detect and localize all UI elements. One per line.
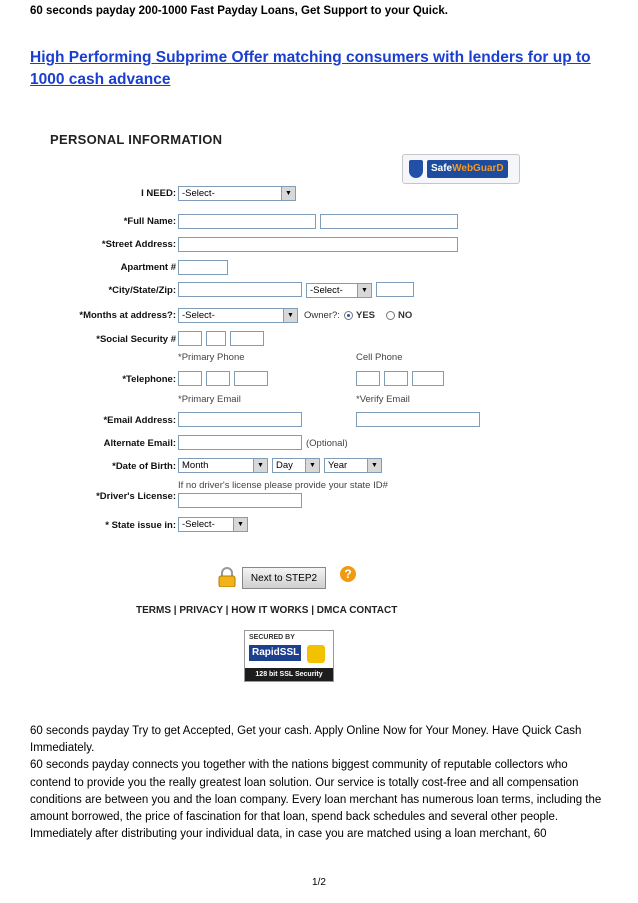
verify-email-note: *Verify Email — [356, 394, 410, 405]
dob-label: *Date of Birth: — [112, 461, 176, 472]
chevron-down-icon: ▼ — [305, 459, 319, 472]
zip-input[interactable] — [376, 282, 414, 297]
months-select[interactable]: -Select- ▼ — [178, 308, 298, 323]
state-select[interactable]: -Select- ▼ — [306, 283, 372, 298]
footer-links[interactable]: TERMS | PRIVACY | HOW IT WORKS | DMCA CONTACT — [136, 605, 398, 616]
page-title: 60 seconds payday 200-1000 Fast Payday Loans, Get Support to your Quick. — [30, 5, 448, 17]
chevron-down-icon: ▼ — [281, 187, 295, 200]
phone-area-input[interactable] — [178, 371, 202, 386]
form-title: PERSONAL INFORMATION — [50, 132, 223, 147]
owner-yes-radio[interactable] — [344, 311, 353, 320]
ssn-part3-input[interactable] — [230, 331, 264, 346]
lock-icon — [218, 567, 236, 587]
license-label: *Driver's License: — [96, 491, 176, 502]
months-label: *Months at address?: — [79, 310, 176, 321]
alt-email-input[interactable] — [178, 435, 302, 450]
shield-icon — [409, 160, 423, 178]
need-label: I NEED: — [141, 188, 176, 199]
personal-info-form — [30, 118, 580, 693]
first-name-input[interactable] — [178, 214, 316, 229]
ssn-label: *Social Security # — [96, 334, 176, 345]
full-name-label: *Full Name: — [123, 216, 176, 227]
page-number: 1/2 — [312, 877, 326, 888]
chevron-down-icon: ▼ — [357, 284, 371, 297]
chevron-down-icon: ▼ — [367, 459, 381, 472]
primary-phone-note: *Primary Phone — [178, 352, 245, 363]
email-input[interactable] — [178, 412, 302, 427]
owner-no-label: NO — [398, 310, 413, 321]
apartment-input[interactable] — [178, 260, 228, 275]
city-input[interactable] — [178, 282, 302, 297]
need-select[interactable]: -Select- ▼ — [178, 186, 296, 201]
phone-line-input[interactable] — [234, 371, 268, 386]
phone-prefix-input[interactable] — [206, 371, 230, 386]
state-issue-select[interactable]: -Select- ▼ — [178, 517, 248, 532]
verify-email-input[interactable] — [356, 412, 480, 427]
next-step-button[interactable]: Next to STEP2 — [242, 567, 326, 589]
body-paragraph: 60 seconds payday Try to get Accepted, Get your cash. Apply Online Now for Your Money. Have Quick Cash Immediately. — [30, 725, 582, 755]
body-paragraph: 60 seconds payday connects you together with the nations biggest community of reputable collectors who contend to provide you the really greatest loan solution. Our service is totally cost-free and all compensation conditions are between you and the loan company. Every loan merchant has numerous loan terms, including the amount borrowed, the price of fascination for that loan, spend back schedules and several other people. Immediately after distributing your individual data, in case you are matched using a loan merchant, 60 — [30, 759, 602, 841]
apartment-label: Apartment # — [120, 262, 176, 273]
last-name-input[interactable] — [320, 214, 458, 229]
cell-area-input[interactable] — [356, 371, 380, 386]
cell-prefix-input[interactable] — [384, 371, 408, 386]
ssn-part2-input[interactable] — [206, 331, 226, 346]
padlock-icon — [307, 645, 325, 663]
alt-email-label: Alternate Email: — [103, 438, 176, 449]
chevron-down-icon: ▼ — [283, 309, 297, 322]
optional-note: (Optional) — [306, 438, 348, 449]
license-note: If no driver's license please provide your state ID# — [178, 480, 388, 491]
cell-line-input[interactable] — [412, 371, 444, 386]
state-issue-label: * State issue in: — [105, 520, 176, 531]
chevron-down-icon: ▼ — [233, 518, 247, 531]
heading-link[interactable]: High Performing Subprime Offer matching consumers with lenders for up to 1000 cash advance — [30, 49, 591, 88]
dob-day-select[interactable]: Day ▼ — [272, 458, 320, 473]
safewebguard-badge: SafeWebGuarD — [402, 154, 520, 184]
dob-month-select[interactable]: Month ▼ — [178, 458, 268, 473]
cell-phone-note: Cell Phone — [356, 352, 403, 363]
license-input[interactable] — [178, 493, 302, 508]
email-label: *Email Address: — [103, 415, 176, 426]
primary-email-note: *Primary Email — [178, 394, 241, 405]
chevron-down-icon: ▼ — [253, 459, 267, 472]
help-icon[interactable]: ? — [340, 566, 356, 582]
rapidssl-seal: SECURED BY RapidSSL 128 bit SSL Security — [244, 630, 334, 682]
telephone-label: *Telephone: — [122, 374, 176, 385]
owner-label: Owner?: — [304, 310, 340, 321]
body-text — [30, 723, 610, 843]
city-state-zip-label: *City/State/Zip: — [108, 285, 176, 296]
ssn-part1-input[interactable] — [178, 331, 202, 346]
owner-yes-label: YES — [356, 310, 376, 321]
dob-year-select[interactable]: Year ▼ — [324, 458, 382, 473]
street-label: *Street Address: — [101, 239, 176, 250]
owner-no-radio[interactable] — [386, 311, 395, 320]
street-input[interactable] — [178, 237, 458, 252]
